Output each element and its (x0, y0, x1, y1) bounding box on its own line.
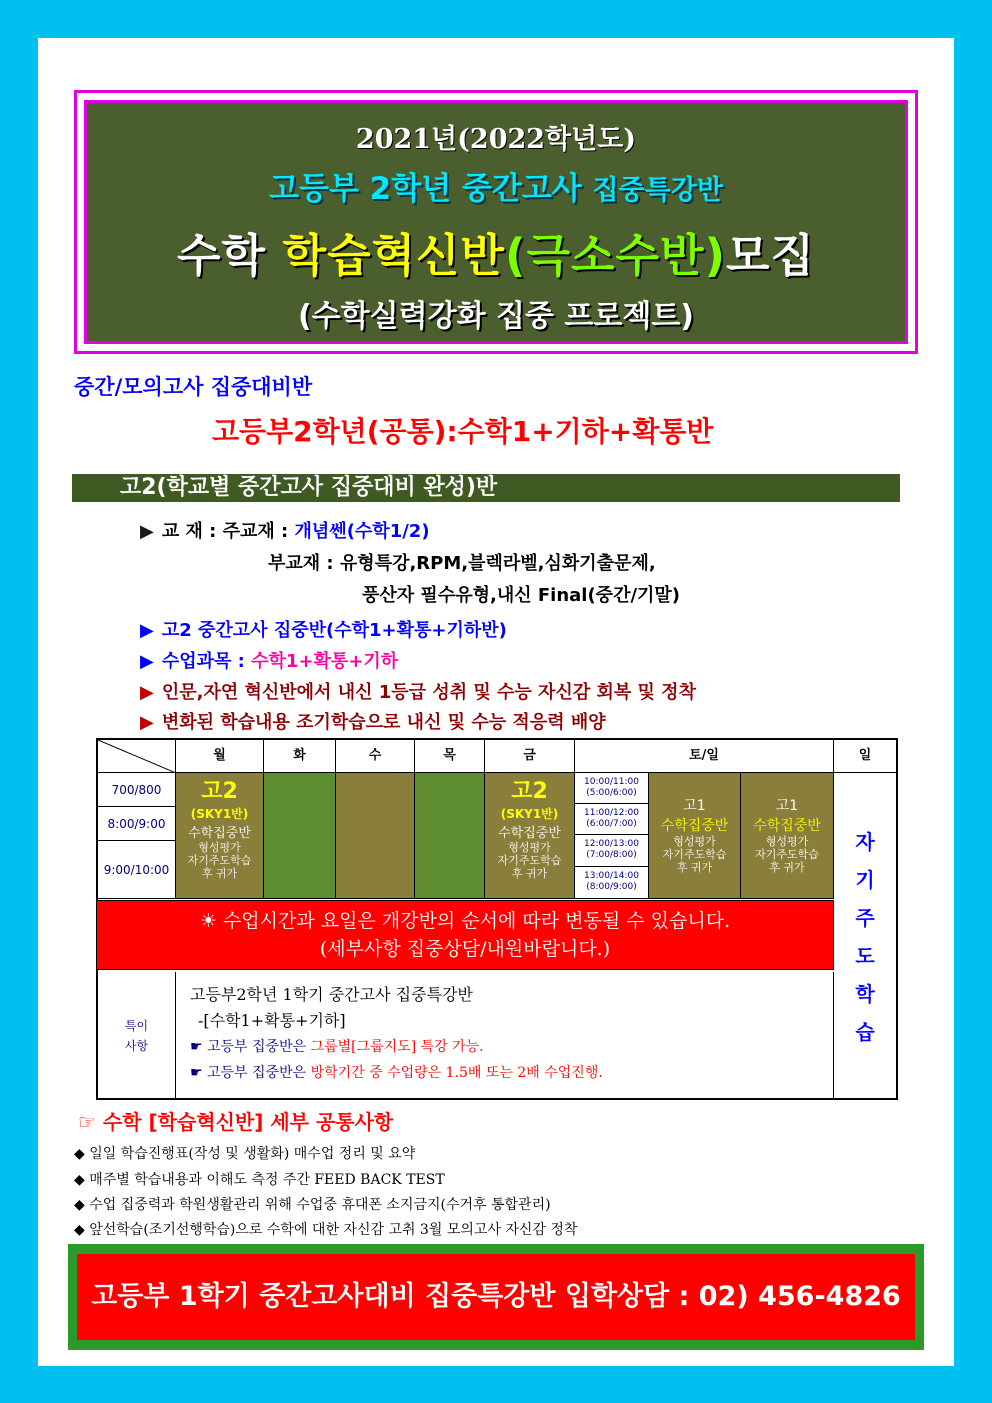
g1-name: 수학집중반 (753, 818, 821, 834)
banner-headline-size: (극소수반) (505, 229, 727, 282)
class-grade: 고2 (511, 779, 548, 804)
class-line2: 자기주도학습 (187, 854, 252, 867)
diamond-icon: ◆ (74, 1222, 85, 1238)
flyer-page (38, 38, 954, 1366)
time-slot-1: 700/800 (98, 773, 176, 807)
banner-headline-subject: 수학 (177, 229, 283, 282)
textbook-row (140, 517, 430, 543)
rule-text: 앞선학습(조기선행학습)으로 수학에 대한 자신감 고취 3월 모의고사 자신감 정착 (89, 1222, 578, 1238)
header-sun: 일 (834, 740, 896, 773)
class-section: (SKY1반) (500, 807, 559, 821)
header-tue: 화 (264, 740, 336, 773)
special-label-1: 특이 (124, 1019, 149, 1033)
rule-text: 매주별 학습내용과 이해도 측정 주간 FEED BACK TEST (89, 1172, 445, 1188)
subtextbook-label: 부교재 : (268, 553, 334, 574)
class-monday (176, 773, 264, 899)
bullet-subject-value: 수학1+확통+기하 (251, 651, 399, 672)
g1-grade: 고1 (683, 798, 706, 814)
g1-line3: 후 귀가 (769, 861, 805, 874)
class-line3: 후 귀가 (511, 867, 548, 880)
class-bar-title: 고2(학교별 중간고사 집중대비 완성)반 (120, 475, 498, 500)
bullet-subject-label: 수업과목 : (161, 651, 245, 672)
bullet-course (140, 616, 507, 642)
banner-course-main: 고등부 2학년 중간고사 (269, 171, 593, 207)
diamond-icon: ◆ (74, 1146, 85, 1162)
header-fri: 금 (485, 740, 575, 773)
self-study-char: 습 (855, 1020, 875, 1044)
class-section: (SKY1반) (190, 807, 249, 821)
header-thu: 목 (415, 740, 485, 773)
triangle-icon: ▶ (140, 521, 154, 542)
self-study-char: 도 (855, 944, 875, 968)
special-sub: -[수학1+확통+기하] (198, 1011, 346, 1030)
title-banner-inner (84, 100, 908, 344)
weekend-slot-3: 12:00/13:00 (7:00/8:00) (575, 835, 649, 867)
diamond-icon: ◆ (74, 1172, 85, 1188)
special-note-2 (190, 1060, 833, 1086)
bullet-goal-text: 인문,자연 혁신반에서 내신 1등급 성취 및 수능 자신감 회복 및 정착 (161, 682, 696, 703)
special-note-1-a: ☛ 고등부 집중반은 (190, 1039, 311, 1055)
class-name: 수학집중반 (498, 826, 561, 841)
rule-item (74, 1143, 415, 1163)
rule-item (74, 1219, 577, 1239)
textbook-main: 개념쎈(수학1/2) (294, 521, 430, 542)
textbook-label: 교 재 : 주교재 : (161, 521, 289, 542)
rule-item (74, 1194, 551, 1214)
common-rules-title: ☞ 수학 [학습혁신반] 세부 공통사항 (78, 1110, 394, 1134)
banner-project: (수학실력강화 집중 프로젝트) (297, 299, 695, 334)
contact-banner (68, 1244, 924, 1350)
banner-headline-recruit: 모집 (726, 229, 815, 282)
self-study-char: 주 (855, 906, 875, 930)
class-line1: 형성평가 (198, 841, 241, 854)
class-line3: 후 귀가 (201, 867, 238, 880)
g1-line1: 형성평가 (673, 835, 716, 848)
subtextbook-row (268, 549, 656, 575)
special-note-2-a: ☛ 고등부 집중반은 (190, 1065, 311, 1081)
cell-tuesday (264, 773, 336, 899)
g1-name: 수학집중반 (660, 818, 729, 834)
bullet-subject (140, 647, 398, 673)
g1-grade: 고1 (775, 798, 799, 814)
corner-cell (98, 740, 176, 773)
class-friday (485, 773, 575, 899)
time-slot-2: 8:00/9:00 (98, 807, 176, 841)
notice-line2: (세부사항 집중상담/내원바랍니다.) (319, 938, 611, 960)
self-study-char: 자 (855, 830, 875, 854)
section-heading: 중간/모의고사 집중대비반 (74, 375, 313, 399)
triangle-icon: ▶ (140, 651, 154, 672)
class-line1: 형성평가 (508, 841, 551, 854)
contact-text: 고등부 1학기 중간고사대비 집중특강반 입학상담 : 02) 456-4826 (77, 1254, 915, 1340)
special-label-2: 사항 (124, 1039, 149, 1053)
notice-line1: ☀ 수업시간과 요일은 개강반의 순서에 따라 변동될 수 있습니다. (199, 910, 731, 932)
header-wed: 수 (336, 740, 415, 773)
g1-line3: 후 귀가 (676, 861, 713, 874)
bullet-course-text: 고2 중간고사 집중반(수학1+확통+기하반) (161, 620, 507, 641)
g1-line1: 형성평가 (765, 835, 809, 848)
special-note-2-b: 방학기간 중 수업량은 1.5배 또는 2배 수업진행. (310, 1065, 603, 1081)
triangle-icon: ▶ (140, 682, 154, 703)
title-banner (74, 90, 918, 354)
banner-year: 2021년(2022학년도) (355, 124, 637, 155)
rule-item (74, 1169, 445, 1189)
self-study-char: 학 (855, 982, 875, 1006)
header-weekend: 토/일 (575, 740, 834, 773)
special-note-1 (190, 1034, 833, 1060)
triangle-icon: ▶ (140, 712, 154, 733)
cell-wednesday (336, 773, 415, 899)
header-mon: 월 (176, 740, 264, 773)
cell-thursday (415, 773, 485, 899)
subtextbook-line2: 풍산자 필수유형,내신 Final(중간/기말) (362, 585, 681, 606)
class-bar (72, 474, 900, 502)
bullet-adapt (140, 708, 606, 734)
self-study-char: 기 (855, 868, 875, 892)
class-grade: 고2 (201, 779, 238, 804)
self-study-column (834, 773, 896, 1098)
banner-course (87, 163, 905, 208)
special-title: 고등부2학년 1학기 중간고사 집중특강반 (190, 985, 473, 1004)
rule-text: 일일 학습진행표(작성 및 생활화) 매수업 정리 및 요약 (89, 1146, 416, 1162)
class-g1-sun (741, 773, 834, 899)
g1-line2: 자기주도학습 (755, 848, 819, 861)
weekend-slot-4: 13:00/14:00 (8:00/9:00) (575, 867, 649, 899)
class-g1-sat (649, 773, 741, 899)
subtextbook-line1: 유형특강,RPM,블렉라벨,심화기출문제, (339, 553, 656, 574)
banner-headline-class: 학습혁신반 (282, 229, 505, 282)
banner-course-type: 집중특강반 (592, 175, 723, 206)
section-subheading: 고등부2학년(공통):수학1+기하+확통반 (212, 415, 714, 448)
class-name: 수학집중반 (188, 826, 251, 841)
special-notes (176, 972, 834, 1098)
banner-headline (87, 219, 905, 284)
special-note-1-b: 그룹별[그룹지도] 특강 가능. (310, 1039, 484, 1055)
special-label (98, 972, 176, 1098)
class-line2: 자기주도학습 (497, 854, 562, 867)
bullet-adapt-text: 변화된 학습내용 조기학습으로 내신 및 수능 적응력 배양 (161, 712, 606, 733)
weekend-slot-1: 10:00/11:00 (5:00/6:00) (575, 773, 649, 804)
bullet-goal (140, 678, 696, 704)
diagonal-line (98, 740, 176, 773)
schedule-notice (96, 900, 834, 970)
rule-text: 수업 집중력과 학원생활관리 위해 수업중 휴대폰 소지금지(수거후 통합관리) (89, 1197, 551, 1213)
triangle-icon: ▶ (140, 620, 154, 641)
time-slot-3: 9:00/10:00 (98, 841, 176, 899)
diamond-icon: ◆ (74, 1197, 85, 1213)
g1-line2: 자기주도학습 (662, 848, 727, 861)
weekend-slot-2: 11:00/12:00 (6:00/7:00) (575, 804, 649, 835)
